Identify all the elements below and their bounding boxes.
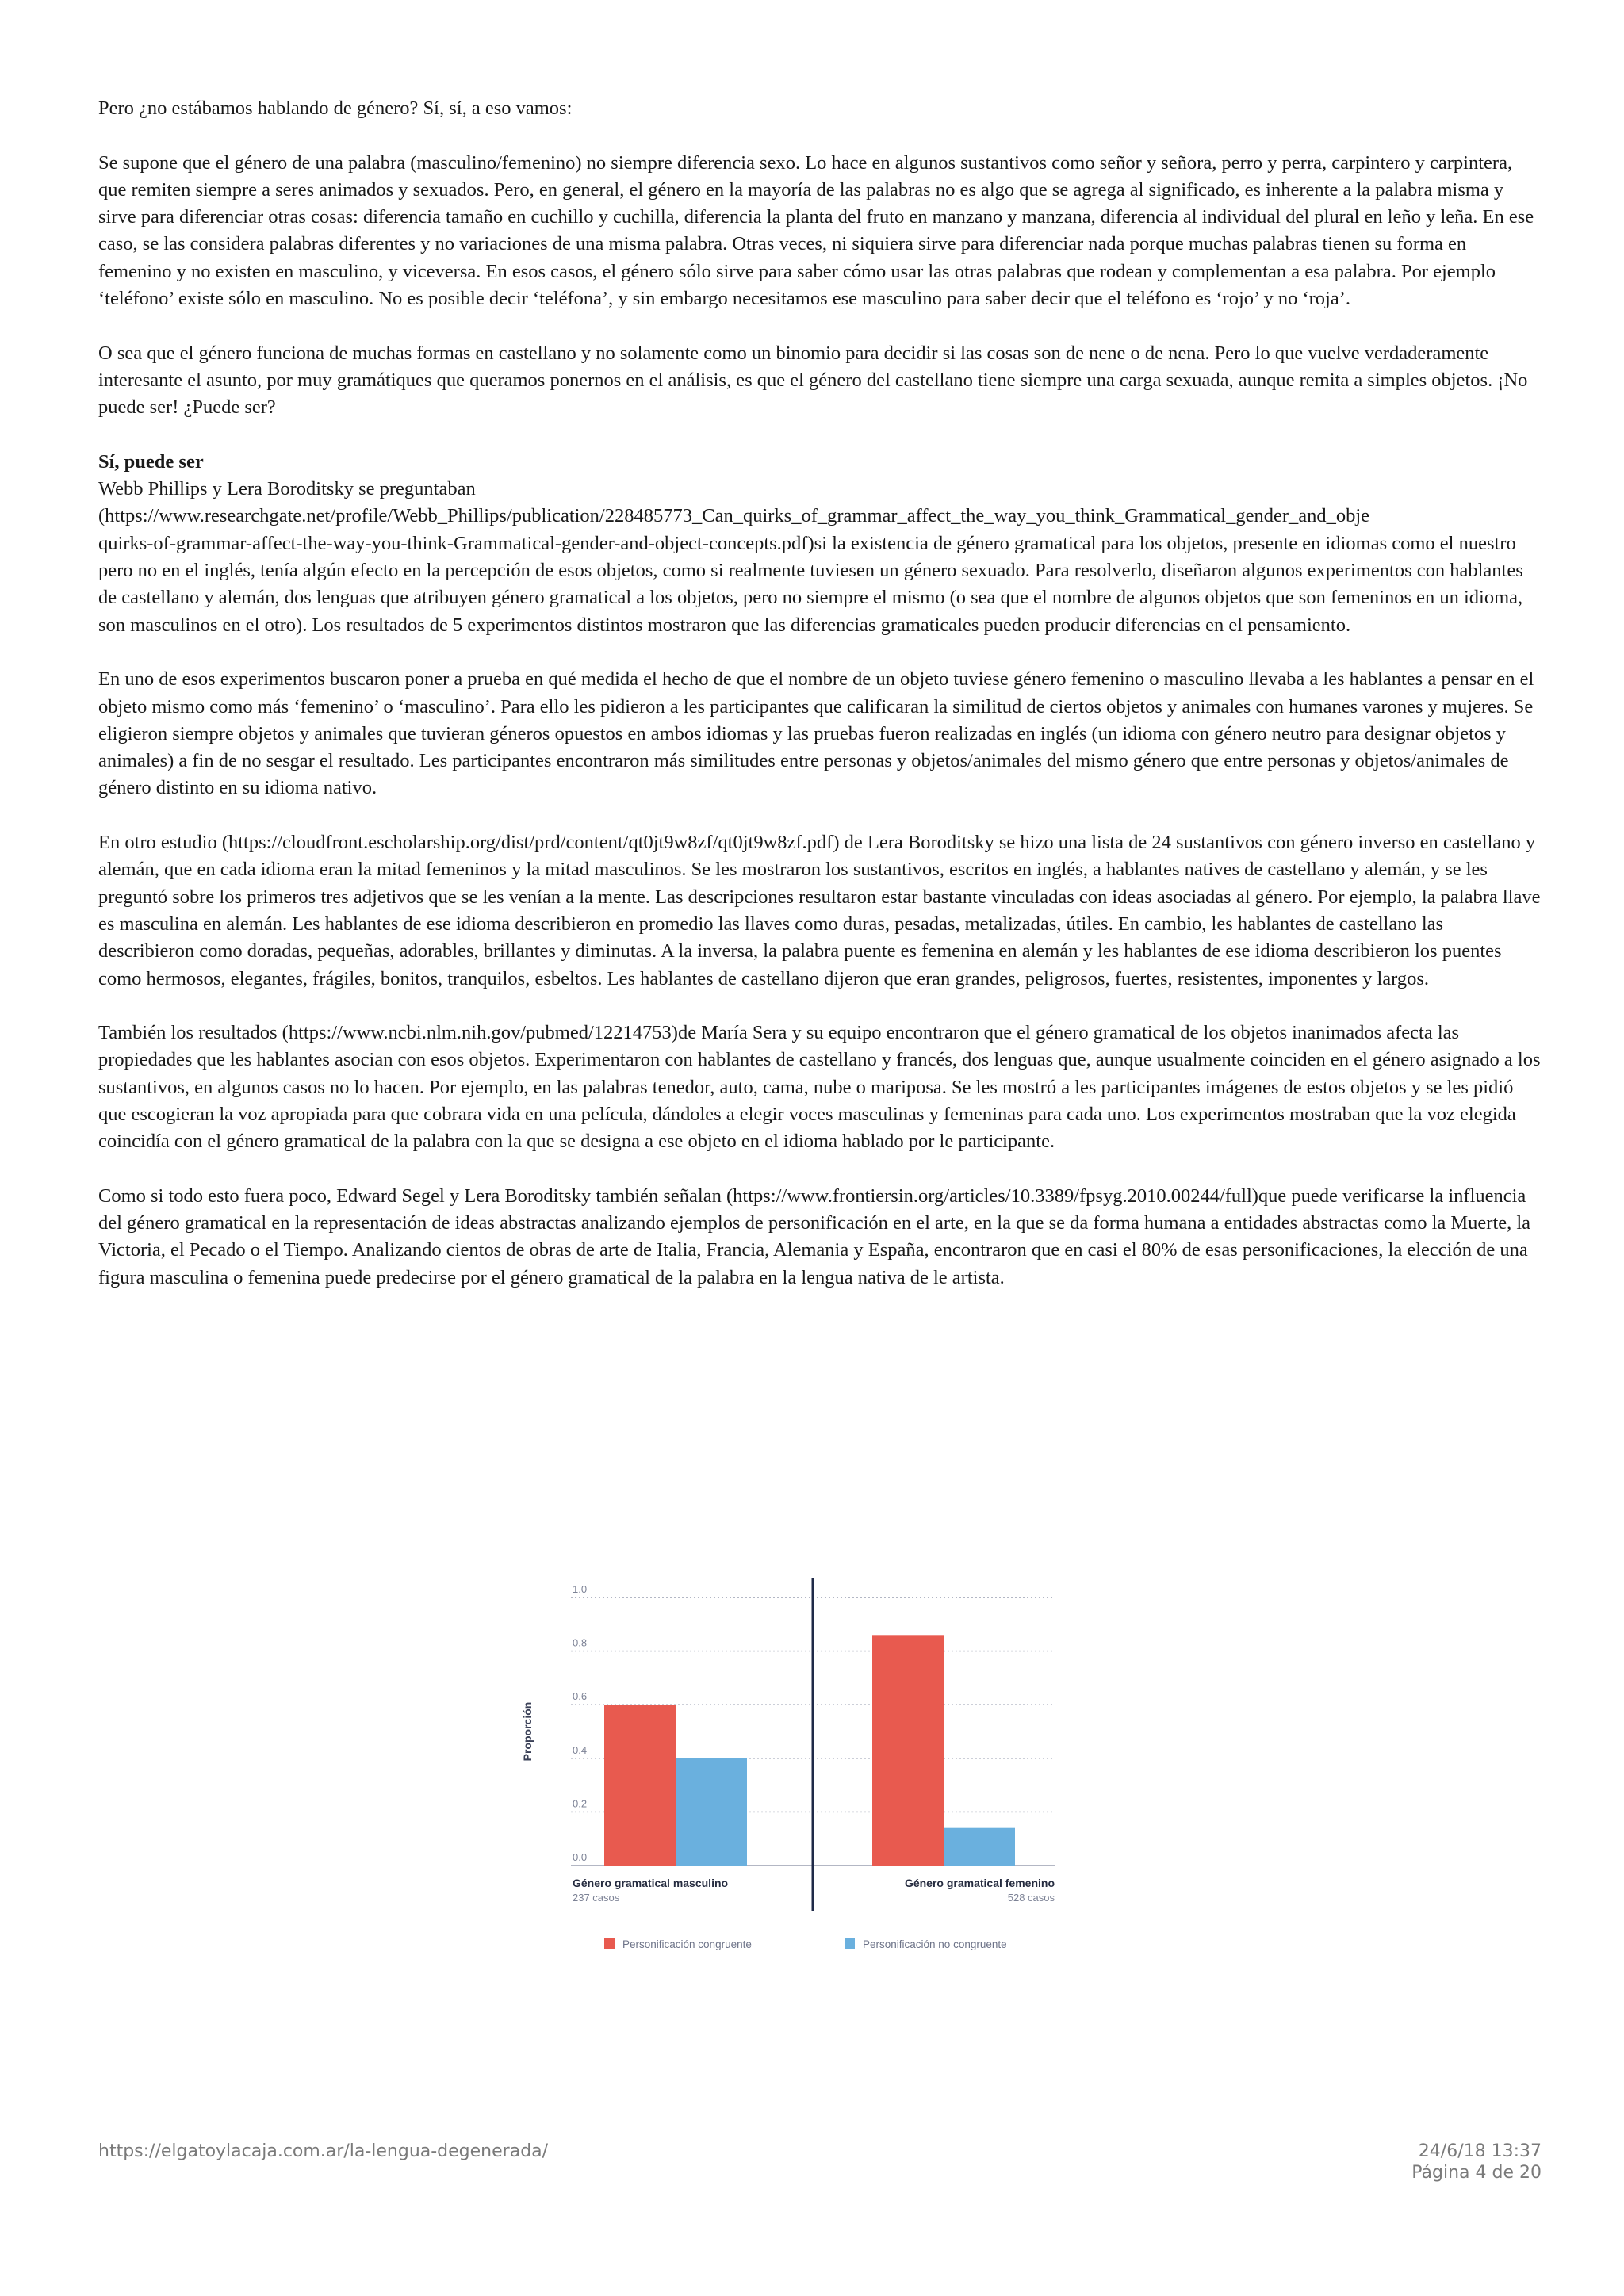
x-category-label: Género gramatical femenino [904, 1877, 1055, 1889]
footer-page-number: Página 4 de 20 [1411, 2163, 1542, 2183]
paragraph-webb-rest: quirks-of-grammar-affect-the-way-you-think-Grammatical-gender-and-object-concepts.pdf)si la existencia de género gramatical para los objetos, presente en idiomas como el nuestro pero no en el inglés, tenía algún efecto en la percepción de esos objetos, como si realmente tuviesen un género sexuado. Para resolverlo, diseñaron algunos experimentos con hablantes de castellano y alemán, dos lenguas que atribuyen género gramatical a los objetos, pero no siempre el mismo (o sea que el nombre de algunos objetos que son femeninos en un idioma, son masculinos en el otro). Los resultados de 5 experimentos distintos mostraron que las diferencias gramaticales pueden producir diferencias en el pensamiento. [98, 532, 1523, 636]
bar [944, 1828, 1015, 1866]
legend-swatch [845, 1938, 855, 1949]
bar-chart [508, 1574, 1110, 1978]
paragraph-webb-line2: (https://www.researchgate.net/profile/Webb_Phillips/publication/228485773_Can_quirks_of_grammar_affect_the_way_you_think_Grammatical_gender_and_obje [98, 505, 1370, 527]
footer-meta [1411, 2141, 1542, 2183]
chart-svg [508, 1574, 1110, 1978]
footer-datetime: 24/6/18 13:37 [1418, 2141, 1542, 2161]
paragraph-otro-estudio: En otro estudio (https://cloudfront.escholarship.org/dist/prd/content/qt0jt9w8zf/qt0jt9w8zf.pdf) de Lera Boroditsky se hizo una lista de 24 sustantivos con género inverso en castellano y alemán, que en cada idioma eran la mitad femeninos y la mitad masculinos. Se les mostraron los sustantivos, escritos en inglés, a hablantes natives de castellano y alemán, y se les preguntó sobre los primeros tres adjetivos que se les venían a la mente. Las descripciones resultaron estar bastante vinculadas con ideas asociadas al género. Por ejemplo, la palabra llave es masculina en alemán. Les hablantes de ese idioma describieron en promedio las llaves como duras, pesadas, metalizadas, útiles. En cambio, les hablantes de castellano las describieron como doradas, pequeñas, adorables, brillantes y diminutas. A la inversa, la palabra puente es femenina en alemán y les hablantes de ese idioma describieron los puentes como hermosos, elegantes, frágiles, bonitos, tranquilos, esbeltos. Les hablantes de castellano dijeron que eran grandes, peligrosos, fuertes, resistentes, imponentes y largos. [98, 832, 1541, 989]
bar [676, 1758, 747, 1866]
paragraph-sera: También los resultados (https://www.ncbi.nlm.nih.gov/pubmed/12214753)de María Sera y su equipo encontraron que el género gramatical de los objetos inanimados afecta las propiedades que les hablantes asocian con esos objetos. Experimentaron con hablantes de castellano y francés, dos lenguas que, aunque usualmente coinciden en el género asignado a los sustantivos, en algunos casos no lo hacen. Por ejemplo, en las palabras tenedor, auto, cama, nube o mariposa. Se les mostró a les participantes imágenes de estos objetos y se les pidió que escogieran la voz apropiada para que cobrara vida en una película, dándoles a elegir voces masculinas y femeninas para cada uno. Los experimentos mostraban que la voz elegida coincidía con el género gramatical de la palabra con la que se designa a ese objeto en el idioma hablado por le participante. [98, 1022, 1541, 1153]
footer-url[interactable]: https://elgatoylacaja.com.ar/la-lengua-degenerada/ [98, 2141, 549, 2161]
paragraph-binomio: O sea que el género funciona de muchas formas en castellano y no solamente como un binomio para decidir si las cosas son de nene o de nena. Pero lo que vuelve verdaderamente interesante el asunto, por muy gramátiques que queramos ponernos en el análisis, es que el género del castellano tiene siempre una carga sexuada, aunque remita a simples objetos. ¡No puede ser! ¿Puede ser? [98, 342, 1528, 419]
y-tick-label: 0.6 [573, 1690, 588, 1703]
legend-label: Personificación no congruente [863, 1938, 1007, 1950]
y-tick-label: 0.8 [573, 1636, 588, 1649]
x-category-label: Género gramatical masculino [573, 1877, 729, 1889]
bar [604, 1705, 676, 1866]
paragraph-segel: Como si todo esto fuera poco, Edward Segel y Lera Boroditsky también señalan (https://www.frontiersin.org/articles/10.3389/fpsyg.2010.00244/full)que puede verificarse la influencia del género gramatical en la representación de ideas abstractas analizando ejemplos de personificación en el arte, en la que se da forma humana a entidades abstractas como la Muerte, la Victoria, el Pecado o el Tiempo. Analizando cientos de obras de arte de Italia, Francia, Alemania y España, encontraron que en casi el 80% de esas personificaciones, la elección de una figura masculina o femenina puede predecirse por el género gramatical de la palabra en la lengua nativa de le artista. [98, 1184, 1531, 1288]
legend-label: Personificación congruente [622, 1938, 752, 1950]
article-body [98, 95, 1542, 1292]
y-tick-label: 0.2 [573, 1797, 588, 1810]
section-heading: Sí, puede ser [98, 450, 204, 473]
y-tick-label: 0.0 [573, 1851, 588, 1863]
paragraph-gender: Se supone que el género de una palabra (masculino/femenino) no siempre diferencia sexo. Lo hace en algunos sustantivos como señor y señora, perro y perra, carpintero y carpintera, que remiten siempre a seres animados y sexuados. Pero, en general, el género en la mayoría de las palabras no es algo que se agrega al significado, es inherente a la palabra misma y sirve para diferenciar otras cosas: diferencia tamaño en cuchillo y cuchilla, diferencia la planta del fruto en manzano y manzana, diferencia al individual del plural en leño y leña. En ese caso, se las considera palabras diferentes y no variaciones de una misma palabra. Otras veces, ni siquiera sirve para diferenciar nada porque muchas palabras tienen su forma en femenino y no existen en masculino, y viceversa. En esos casos, el género sólo sirve para saber cómo usar las otras palabras que rodean y complementan a esa palabra. Por ejemplo ‘teléfono’ existe sólo en masculino. No es posible decir ‘teléfona’, y sin embargo necesitamos ese masculino para saber decir que el teléfono es ‘rojo’ y no ‘roja’. [98, 151, 1534, 310]
bar [872, 1635, 944, 1866]
y-tick-label: 0.4 [573, 1743, 588, 1756]
x-category-sublabel: 528 casos [1007, 1892, 1055, 1904]
legend-swatch [604, 1938, 615, 1949]
y-axis-label: Proporción [521, 1701, 534, 1762]
paragraph-experiment: En uno de esos experimentos buscaron poner a prueba en qué medida el hecho de que el nombre de un objeto tuviese género femenino o masculino llevaba a les hablantes a pensar en el objeto mismo como más ‘femenino’ o ‘masculino’. Para ello les pidieron a les participantes que calificaran la similitud de ciertos objetos y animales con humanes varones y mujeres. Se eligieron siempre objetos y animales que tuvieran géneros opuestos en ambos idiomas y las pruebas fueron realizadas en inglés (un idioma con género neutro para designar objetos y animales) a fin de no sesgar el resultado. Les participantes encontraron más similitudes entre personas y objetos/animales del mismo género que entre personas y objetos/animales de género distinto en su idioma nativo. [98, 668, 1534, 799]
paragraph-intro: Pero ¿no estábamos hablando de género? Sí, sí, a eso vamos: [98, 98, 573, 119]
paragraph-webb-line1: Webb Phillips y Lera Boroditsky se preguntaban [98, 478, 476, 500]
x-category-sublabel: 237 casos [573, 1892, 620, 1904]
y-tick-label: 1.0 [573, 1583, 588, 1595]
